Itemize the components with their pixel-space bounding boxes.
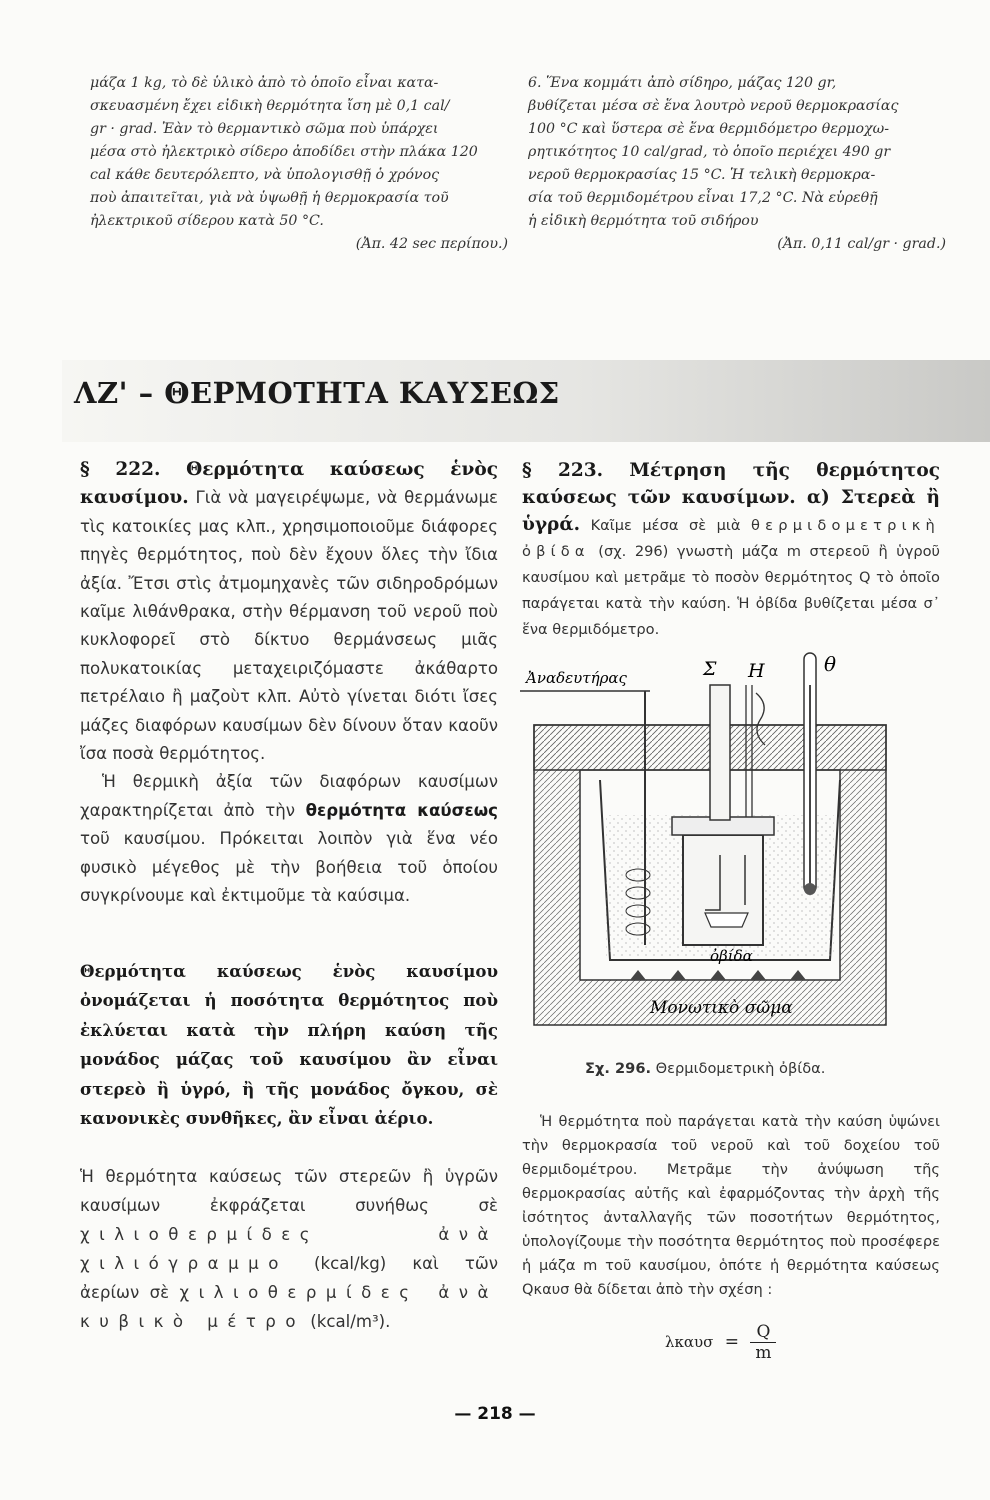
exercise-answer: (Ἀπ. 42 sec περίπου.) <box>355 236 508 252</box>
caption-text: Θερμιδομετρικὴ ὀβίδα. <box>655 1060 826 1077</box>
text-run: (kcal/m³). <box>310 1311 391 1331</box>
exercise-5-continuation <box>90 72 508 256</box>
caption-number: Σχ. 296. <box>585 1060 652 1077</box>
formula-denominator: m <box>755 1343 772 1363</box>
section-222-intro <box>80 456 498 768</box>
supports <box>630 970 806 980</box>
section-223-intro <box>522 458 940 643</box>
chapter-title: ΛΖ' – ΘΕΡΜΟΤΗΤΑ ΚΑΥΣΕΩΣ <box>74 376 560 410</box>
unit-kcal-per-kg: χιλιοθερμίδες ἀνὰ χιλιόγραμμο <box>80 1224 498 1273</box>
exercise-line: μάζα 1 kg, τὸ δὲ ὑλικὸ ἀπὸ τὸ ὁποῖο εἶναι κατα- <box>90 75 439 91</box>
combustion-formula <box>665 1322 776 1363</box>
exercise-line: ἡ εἰδικὴ θερμότητα τοῦ σιδήρου <box>528 213 759 229</box>
text-run: Ἡ θερμικὴ ἀξία τῶν διαφόρων καυσίμων χαρακτηρίζεται ἀπὸ τὴν <box>80 772 498 820</box>
unit-kcal-per-m3: χιλιοθερμίδες ἀνὰ κυβικὸ μέτρο <box>80 1282 498 1331</box>
section-222-paragraph-1: Γιὰ νὰ μαγειρέψωμε, νὰ θερμάνωμε τὶς κατοικίες μας κλπ., χρησιμοποιοῦμε διάφορες πηγὲς θερμότητος, ποὺ δὲν ἔχουν ὅλες τὴν ἴδια ἀξία. Ἔτσι στὶς ἀτμομηχανὲς τῶν σιδηροδρόμων καῖμε λιθάνθρακα, στὴν θέρμανση τοῦ νεροῦ ποὺ κυκλοφορεῖ στὸ δίκτυο θερμάνσεως μιᾶς πολυκατοικίας μεταχειριζόμαστε ἀκάθαρτο πετρέλαιο ἢ μαζοὺτ κλπ. Αὐτὸ γίνεται διότι ἴσες μάζες διαφόρων καυσίμων δὲν δίνουν ὅταν καοῦν ἴσα ποσὰ θερμότητος. <box>80 488 498 764</box>
section-222 <box>80 456 498 1336</box>
figure-caption <box>585 1060 825 1077</box>
label-theta: θ <box>824 652 837 676</box>
text-run: (kcal/kg) καὶ τῶν ἀερίων σὲ <box>80 1253 498 1302</box>
label-eta: Η <box>748 660 765 682</box>
term-calorimetric-bomb: θερμιδομετρικὴ ὀβίδα <box>522 517 940 560</box>
exercise-line: μέσα στὸ ἠλεκτρικὸ σίδερο ἀποδίδει στὴν πλάκα 120 <box>90 144 478 160</box>
bomb-vessel <box>672 817 774 945</box>
figure-calorimetric-bomb <box>520 645 900 1050</box>
exercise-line: ἠλεκτρικοῦ σίδερου κατὰ 50 °C. <box>90 213 324 229</box>
label-bomb: ὀβίδα <box>710 947 753 965</box>
exercise-answer: (Ἀπ. 0,11 cal/gr · grad.) <box>777 236 946 252</box>
definition-heat-of-combustion: Θερμότητα καύσεως ἑνὸς καυσίμου ὀνομάζεται ἡ ποσότητα θερμότητος ποὺ ἐκλύεται κατὰ τὴν πλήρη καύση τῆς μονάδος μάζας τοῦ καυσίμου ἂν εἶναι στερεὸ ἢ ὑγρό, ἢ τῆς μονάδος ὄγκου, σὲ κανονικὲς συνθῆκες, ἂν εἶναι ἀέριο. <box>80 960 498 1128</box>
exercise-line: ρητικότητος 10 cal/grad, τὸ ὁποῖο περιέχει 490 gr <box>528 144 891 160</box>
exercise-6 <box>528 72 946 256</box>
thermometer <box>804 653 816 895</box>
term-heat-of-combustion: θερμότητα καύσεως <box>305 800 499 820</box>
exercise-line: σκευασμένη ἔχει εἰδικὴ θερμότητα ἴση μὲ 0,1 cal/ <box>90 98 450 114</box>
text-run: τοῦ καυσίμου. Πρόκειται λοιπὸν γιὰ ἕνα νέο φυσικὸ μέγεθος μὲ τὴν βοήθεια τοῦ ὁποίου συγκρίνουμε καὶ ἐκτιμοῦμε τὰ καύσιμα. <box>80 829 498 906</box>
section-223-heading: § 223. Μέτρηση τῆς θερμότητος καύσεως τῶν καυσίμων. α) Στερεὰ ἢ ὑγρά. <box>522 460 940 535</box>
text-run: Καῖμε μέσα σὲ μιὰ <box>590 517 741 534</box>
section-223-paragraph-2: Ἡ θερμότητα ποὺ παράγεται κατὰ τὴν καύση ὑψώνει τὴν θερμοκρασία τοῦ νεροῦ καὶ τοῦ δοχείου τοῦ θερμιδομέτρου. Μετρᾶμε τὴν ἀνύψωση τῆς θερμοκρασίας αὐτῆς καὶ ἐφαρμόζοντας τὴν ἀρχὴ τῆς ἰσότητος ἀνταλλαγῆς τῶν ποσοτήτων θερμότητος, ὑπολογίζουμε τὴν ποσότητα θερμότητος ποὺ προσέφερε ἡ μάζα m τοῦ καυσίμου, ὁπότε ἡ θερμότητα καύσεως Qκαυσ θὰ δίδεται ἀπὸ τὴν σχέση : <box>522 1113 940 1298</box>
exercise-line: 6. Ἕνα κομμάτι ἀπὸ σίδηρο, μάζας 120 gr, <box>528 75 837 91</box>
formula-numerator: Q <box>750 1322 776 1343</box>
text-run: (σχ. 296) γνωστὴ μάζα m στερεοῦ ἢ ὑγροῦ καυσίμου καὶ μετρᾶμε τὸ ποσὸν θερμότητος Q τὸ ὁποῖο παράγεται κατὰ τὴν καύση. Ἡ ὀβίδα βυθίζεται μέσα σ᾽ ἕνα θερμιδόμετρο. <box>522 543 941 638</box>
exercise-line: βυθίζεται μέσα σὲ ἕνα λουτρὸ νεροῦ θερμοκρασίας <box>528 98 899 114</box>
formula-fraction <box>750 1322 776 1363</box>
page-number: — 218 — <box>454 1404 536 1424</box>
section-223 <box>522 458 940 643</box>
section-222-heading: § 222. Θερμότητα καύσεως ἑνὸς καυσίμου. <box>80 459 498 509</box>
exercise-line: 100 °C καὶ ὕστερα σὲ ἕνα θερμιδόμετρο θερμοχω- <box>528 121 889 137</box>
formula-equals: = <box>724 1332 740 1352</box>
exercise-line: νεροῦ θερμοκρασίας 15 °C. Ἡ τελικὴ θερμοκρα- <box>528 167 876 183</box>
exercise-line: gr · grad. Ἐὰν τὸ θερμαντικὸ σῶμα ποὺ ὑπάρχει <box>90 121 439 137</box>
label-stirrer: Ἀναδευτήρας <box>526 669 627 687</box>
exercise-line: σία τοῦ θερμιδομέτρου εἶναι 17,2 °C. Νὰ εὑρεθῇ <box>528 190 878 206</box>
label-insulator: Μονωτικὸ σῶμα <box>650 998 793 1018</box>
label-sigma: Σ <box>703 658 717 680</box>
exercise-line: cal κάθε δευτερόλεπτο, νὰ ὑπολογισθῇ ὁ χρόνος <box>90 167 440 183</box>
formula-lhs: λκαυσ <box>665 1333 714 1351</box>
section-223-paragraph-2-block <box>522 1110 940 1302</box>
text-run: Ἡ θερμότητα καύσεως τῶν στερεῶν ἢ ὑγρῶν καυσίμων ἐκφράζεται συνήθως σὲ <box>80 1166 498 1215</box>
section-222-paragraph-3 <box>80 1162 498 1336</box>
ignition-tube <box>710 685 730 820</box>
exercise-line: ποὺ ἀπαιτεῖται, γιὰ νὰ ὑψωθῇ ἡ θερμοκρασία τοῦ <box>90 190 449 206</box>
section-222-paragraph-2 <box>80 768 498 910</box>
